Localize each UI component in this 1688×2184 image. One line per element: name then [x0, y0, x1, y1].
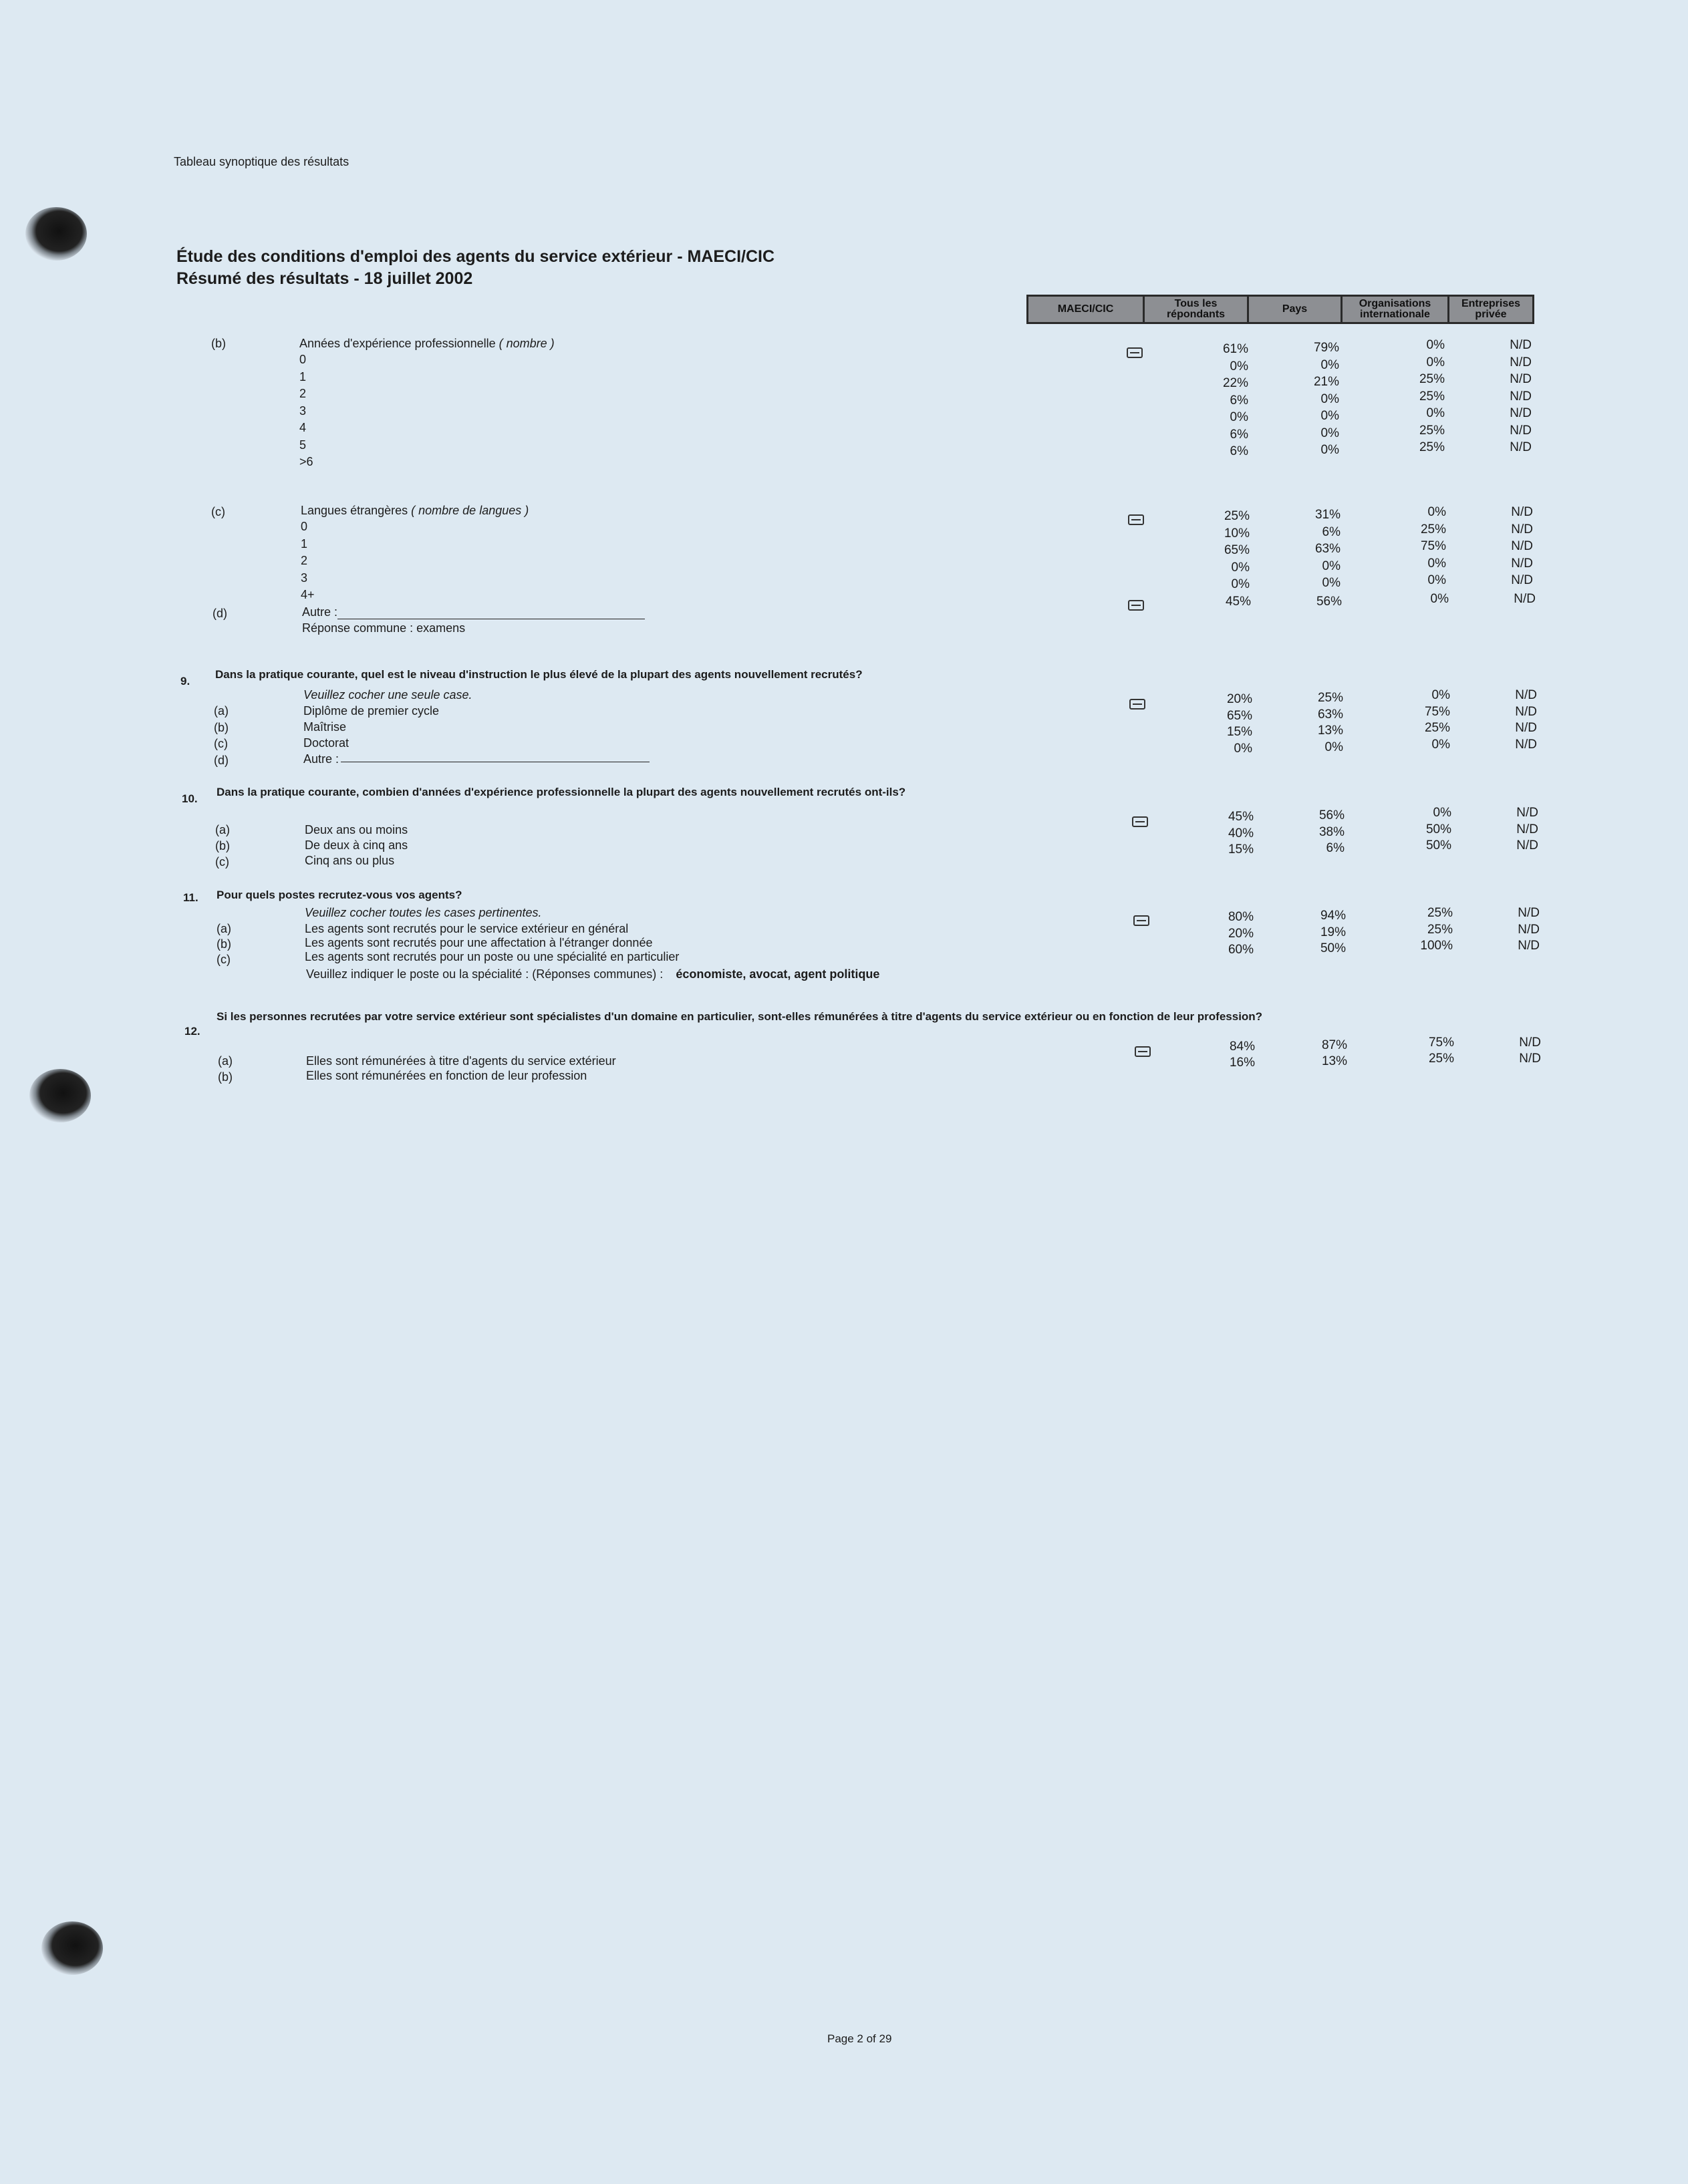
option-letter: (a)	[218, 1054, 233, 1068]
value-org: 25%	[1419, 389, 1445, 404]
value-pays: 50%	[1320, 941, 1346, 955]
value-org: 25%	[1427, 922, 1453, 937]
question-instruction-text: Veuillez cocher une seule case.	[303, 688, 472, 701]
option-label: Autre :	[303, 752, 339, 766]
option-letter: (b)	[217, 937, 231, 951]
value-pays: 0%	[1320, 443, 1339, 457]
value-pays: 0%	[1320, 357, 1339, 372]
value-pays: 0%	[1320, 409, 1339, 423]
option-label: Elles sont rémunérées en fonction de leur profession	[306, 1069, 587, 1082]
option-label: Deux ans ou moins	[305, 823, 408, 836]
response-count-icon	[1135, 1046, 1151, 1057]
question-text: Dans la pratique courante, combien d'années d'expérience professionnelle la plupart des agents nouvellement recrutés ont-ils?	[217, 786, 906, 798]
value-tous: 15%	[1228, 842, 1254, 856]
value-org: 25%	[1419, 372, 1445, 386]
value-org: 0%	[1433, 806, 1451, 820]
value-ent: N/D	[1515, 721, 1537, 735]
question-text: Pour quels postes recrutez-vous vos agents?	[217, 889, 462, 901]
value-ent: N/D	[1510, 355, 1532, 369]
value-ent: N/D	[1511, 522, 1533, 536]
column-header-org: Organisations internationale	[1343, 297, 1449, 322]
option-label: Les agents sont recrutés pour un poste ou une spécialité en particulier	[305, 950, 680, 963]
punch-hole-icon	[29, 1069, 91, 1122]
column-header-tous: Tous les répondants	[1145, 297, 1249, 322]
value-org: 50%	[1425, 838, 1451, 852]
option-label: Diplôme de premier cycle	[303, 704, 440, 718]
value-tous: 0%	[1230, 359, 1248, 373]
option-label: Les agents sont recrutés pour une affectation à l'étranger donnée	[305, 936, 653, 949]
response-count-icon	[1128, 600, 1144, 611]
value-pays: 6%	[1322, 524, 1341, 539]
value-org: 75%	[1428, 1036, 1454, 1050]
value-ent: N/D	[1515, 704, 1537, 719]
value-tous: 20%	[1228, 926, 1254, 941]
value-pays: 31%	[1314, 508, 1341, 522]
option-label: Doctorat	[303, 736, 349, 750]
value-org: 0%	[1427, 573, 1446, 587]
value-tous: 80%	[1228, 910, 1254, 924]
value-pays: 25%	[1317, 691, 1343, 705]
item-label-note: ( nombre de langues )	[411, 504, 529, 517]
value-tous: 6%	[1230, 393, 1248, 408]
value-org: 0%	[1426, 406, 1445, 420]
item-label	[301, 504, 529, 518]
option-label: Cinq ans ou plus	[305, 854, 395, 867]
punch-hole-icon	[41, 1921, 103, 1975]
value-tous: 20%	[1226, 692, 1252, 706]
value-pays: 13%	[1321, 1054, 1347, 1068]
value-org: 0%	[1431, 737, 1450, 752]
value-ent: N/D	[1511, 556, 1533, 571]
column-header-ent: Entreprises privée	[1449, 297, 1532, 322]
item-letter: (c)	[211, 505, 225, 518]
value-ent: N/D	[1510, 389, 1532, 404]
value-ent: N/D	[1515, 737, 1537, 752]
common-response: Réponse commune : examens	[302, 621, 466, 635]
value-pays: 56%	[1318, 808, 1345, 822]
value-pays: 63%	[1317, 707, 1343, 722]
value-tous: 0%	[1234, 741, 1252, 756]
response-count-icon	[1133, 915, 1149, 926]
option-letter: (a)	[217, 922, 231, 935]
running-head: Tableau synoptique des résultats	[174, 155, 349, 168]
value-pays: 0%	[1324, 740, 1343, 754]
value-org: 25%	[1428, 1052, 1454, 1066]
specify-line	[306, 967, 879, 981]
value-ent: N/D	[1516, 806, 1538, 820]
item-label-text: Années d'expérience professionnelle	[299, 337, 496, 350]
option-letter: (c)	[217, 953, 231, 966]
response-count-icon	[1132, 816, 1148, 827]
document-title: Étude des conditions d'emploi des agents du service extérieur - MAECI/CIC	[176, 247, 775, 266]
item-label	[299, 337, 555, 351]
question-instruction-text: Veuillez cocher toutes les cases pertinentes.	[305, 906, 542, 919]
response-count-icon	[1128, 514, 1144, 525]
value-ent: N/D	[1519, 1036, 1541, 1050]
option-letter: (a)	[215, 823, 230, 836]
value-ent: N/D	[1510, 423, 1532, 438]
document-subtitle: Résumé des résultats - 18 juillet 2002	[176, 269, 473, 288]
value-tous: 65%	[1224, 543, 1250, 557]
value-org: 25%	[1424, 721, 1450, 735]
specify-answer: économiste, avocat, agent politique	[676, 967, 880, 981]
value-tous: 65%	[1226, 708, 1252, 723]
value-tous: 25%	[1224, 509, 1250, 523]
value-org: 25%	[1420, 522, 1446, 536]
question-number: 9.	[180, 675, 190, 687]
value-pays: 63%	[1314, 542, 1341, 556]
option-label: Les agents sont recrutés pour le service extérieur en général	[305, 922, 629, 935]
value-tous: 60%	[1228, 943, 1254, 957]
value-tous: 6%	[1230, 427, 1248, 442]
write-in-line	[341, 750, 650, 762]
question-number: 12.	[184, 1025, 200, 1038]
value-tous: 61%	[1222, 342, 1248, 356]
question-text: Dans la pratique courante, quel est le niveau d'instruction le plus élevé de la plupart des agents nouvellement recrutés?	[215, 668, 863, 681]
value-org: 25%	[1419, 440, 1445, 454]
value-org: 0%	[1427, 505, 1446, 519]
value-ent: N/D	[1511, 573, 1533, 587]
value-pays: 0%	[1322, 559, 1341, 573]
value-tous: 0%	[1231, 560, 1250, 575]
value-tous: 6%	[1230, 444, 1248, 458]
page-number: Page 2 of 29	[827, 2032, 892, 2045]
option-label: 1	[299, 369, 307, 383]
value-pays: 87%	[1321, 1038, 1347, 1052]
value-ent: N/D	[1516, 838, 1538, 852]
value-org: 0%	[1426, 355, 1445, 369]
value-tous: 22%	[1222, 376, 1248, 390]
option-letter: (c)	[214, 737, 228, 750]
value-pays: 19%	[1320, 925, 1346, 939]
response-count-icon	[1127, 347, 1143, 358]
value-org: 75%	[1424, 704, 1450, 719]
item-letter: (d)	[213, 607, 227, 620]
value-pays: 0%	[1320, 392, 1339, 406]
item-label	[302, 605, 645, 619]
value-org: 0%	[1431, 688, 1450, 702]
value-ent: N/D	[1516, 822, 1538, 836]
option-label: Maîtrise	[303, 720, 347, 734]
item-letter: (b)	[211, 337, 226, 350]
value-pays: 6%	[1326, 841, 1345, 855]
value-pays: 79%	[1313, 341, 1339, 355]
column-header-row	[1026, 295, 1534, 324]
value-ent: N/D	[1511, 505, 1533, 519]
item-label-text: Autre :	[302, 605, 338, 619]
item-label-text: Langues étrangères	[301, 504, 408, 517]
value-ent: N/D	[1519, 1052, 1541, 1066]
value-tous: 84%	[1229, 1040, 1255, 1054]
value-ent: N/D	[1510, 440, 1532, 454]
punch-hole-icon	[25, 207, 87, 261]
option-label: 1	[301, 536, 308, 551]
value-org: 75%	[1420, 539, 1446, 553]
option-letter: (b)	[218, 1070, 233, 1084]
value-ent: N/D	[1510, 338, 1532, 352]
value-org: 0%	[1430, 592, 1449, 606]
option-letter: (b)	[214, 720, 229, 734]
question-instruction	[305, 906, 542, 920]
option-label: Elles sont rémunérées à titre d'agents du service extérieur	[306, 1054, 616, 1068]
option-label: 2	[299, 387, 307, 400]
option-label: 3	[301, 571, 308, 585]
value-org: 0%	[1427, 556, 1446, 571]
option-label: >6	[299, 455, 313, 468]
value-tous: 45%	[1228, 810, 1254, 824]
value-org: 25%	[1427, 906, 1453, 920]
question-instruction	[303, 688, 472, 702]
option-label: 4+	[301, 588, 315, 601]
value-pays: 0%	[1322, 576, 1341, 590]
value-tous: 45%	[1225, 595, 1251, 609]
value-pays: 21%	[1313, 375, 1339, 389]
value-ent: N/D	[1514, 592, 1536, 606]
value-ent: N/D	[1511, 539, 1533, 553]
option-label: De deux à cinq ans	[305, 838, 408, 852]
value-ent: N/D	[1515, 688, 1537, 702]
value-ent: N/D	[1518, 906, 1540, 920]
option-label: 0	[299, 353, 307, 366]
option-letter: (b)	[215, 839, 230, 852]
column-header-pays: Pays	[1249, 297, 1343, 322]
value-pays: 38%	[1318, 824, 1345, 839]
item-label-note: ( nombre )	[499, 337, 555, 350]
value-pays: 13%	[1317, 724, 1343, 738]
option-label: 4	[299, 421, 307, 434]
value-tous: 0%	[1231, 577, 1250, 591]
value-pays: 56%	[1316, 595, 1342, 609]
question-number: 11.	[183, 891, 198, 904]
value-org: 0%	[1426, 338, 1445, 352]
value-ent: N/D	[1518, 922, 1540, 937]
value-tous: 15%	[1226, 725, 1252, 739]
value-org: 100%	[1420, 939, 1453, 953]
question-number: 10.	[182, 792, 198, 805]
option-label: 3	[299, 404, 307, 418]
value-tous: 10%	[1224, 526, 1250, 540]
option-label: 0	[301, 520, 308, 533]
option-label: 2	[301, 554, 308, 567]
option-letter: (c)	[215, 855, 229, 869]
value-ent: N/D	[1510, 372, 1532, 386]
value-ent: N/D	[1518, 939, 1540, 953]
option-letter: (a)	[214, 704, 229, 718]
specify-prompt: Veuillez indiquer le poste ou la spécialité : (Réponses communes) :	[306, 967, 664, 981]
value-pays: 0%	[1320, 426, 1339, 440]
column-header-maeci: MAECI/CIC	[1028, 297, 1145, 322]
value-tous: 40%	[1228, 826, 1254, 840]
value-tous: 16%	[1229, 1056, 1255, 1070]
question-text: Si les personnes recrutées par votre service extérieur sont spécialistes d'un domaine en particulier, sont-elles rémunérées à titre d'agents du service extérieur ou en fonction de leur profession?	[217, 1010, 1263, 1023]
option-letter: (d)	[214, 753, 229, 767]
value-tous: 0%	[1230, 410, 1248, 424]
option-label: 5	[299, 438, 307, 452]
value-ent: N/D	[1510, 406, 1532, 420]
value-org: 25%	[1419, 423, 1445, 438]
value-pays: 94%	[1320, 909, 1346, 923]
response-count-icon	[1129, 699, 1145, 710]
value-org: 50%	[1425, 822, 1451, 836]
